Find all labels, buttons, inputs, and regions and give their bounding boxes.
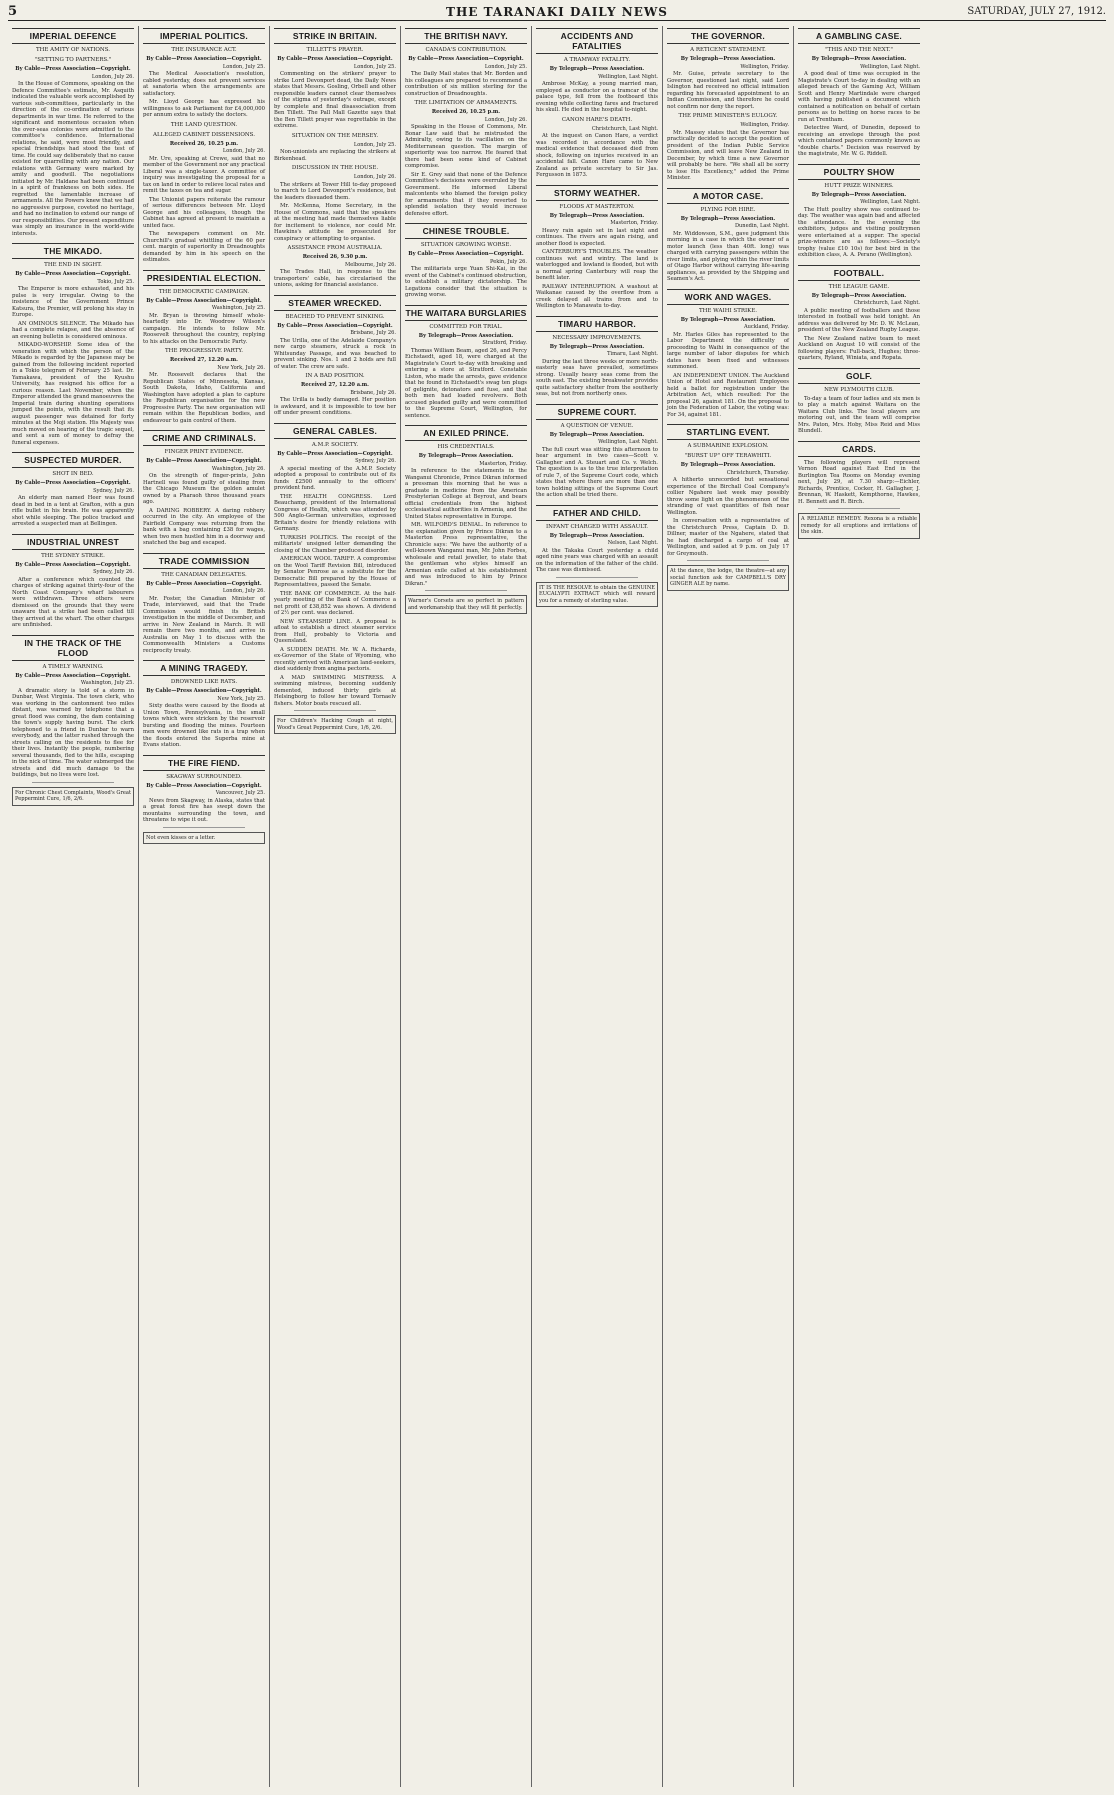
section-subheading: COMMITTED FOR TRIAL. (429, 323, 503, 330)
byline: By Telegraph—Press Association. (680, 215, 776, 222)
section-heading: STRIKE IN BRITAIN. (274, 28, 396, 44)
article-paragraph: THE BANK OF COMMERCE. At the half-yearly meeting of the Bank of Commerce a net profit of £38,852 was shown. A dividend of 2½ per cent. was declared. (274, 590, 396, 616)
section-heading: TRADE COMMISSION (143, 553, 265, 569)
divider (818, 508, 900, 509)
section-subheading: HIS CREDENTIALS. (437, 444, 495, 450)
article-paragraph: The Hutt poultry show was continued to-day. The weather was again bad and affected the attendance. In the evening the exhibitors, judges and visiting poultrymen were entertained at a supper. The special prize-winners are as follows:—Society's trophy (value £10 10s) for best bird in the exhibition class, A. A. Perano (Wellington). (798, 206, 920, 258)
article-paragraph: On the strength of finger-prints, John Hartnell was found guilty of stealing from the Chicago Museum the golden amulet owned by a Pharaoh three thousand years ago. (143, 473, 265, 505)
section-subheading: THE DEMOCRATIC CAMPAIGN. (158, 288, 250, 295)
article-paragraph: The strikers at Tower Hill to-day proposed to march to Lord Devonport's residence, but the leaders dissuaded them. (274, 181, 396, 201)
article-paragraph: A MAD SWIMMING MISTRESS. A swimming mistress, becoming suddenly demented, induced thirty girls at Helsingborg to follow her toward Tornaelv fishers. Motor boats rescued all. (274, 674, 396, 707)
byline: By Cable—Press Association—Copyright. (277, 322, 393, 329)
section-subheading: A RETICENT STATEMENT. (690, 47, 766, 53)
dateline: Timaru, Last Night. (607, 351, 658, 357)
article-paragraph: MIKADO-WORSHIP. Some idea of the veneration with which the person of the Mikado is regarded by the Japanese may be gained from the following incident reported in a Tokio telegram of February 25 last. Dr. Yamakawa, president of the Kyushu University, has resigned his office for a curious reason. Last November, when the Emperor attended the grand manoeuvres the Imperial train during shunting operations jumped the points, with the result that its august passenger was detained for forty minutes at the Moji station. His Majesty was much moved on hearing of the tragic sequel, and sent a sum of money to defray the funeral expenses. (12, 342, 134, 446)
section-subheading: THE SYDNEY STRIKE. (41, 552, 105, 559)
article-paragraph: AN INDEPENDENT UNION. The Auckland Union of Hotel and Restaurant Employees held a ballot for registration under the Arbitration Act, which resulted: For the proposal 26, against 181. On the proposal to join the Federation of Labor, the voting was: For 34, against 181. (667, 372, 789, 418)
newspaper-columns (8, 26, 1106, 1787)
byline: By Telegraph—Press Association. (549, 532, 645, 539)
section-heading: SUPREME COURT. (536, 404, 658, 420)
dateline: London, July 26. (353, 174, 396, 180)
section-subheading: A TRAMWAY FATALITY. (563, 57, 631, 63)
byline: By Telegraph—Press Association. (549, 343, 645, 350)
article-paragraph: News from Skagway, in Alaska, states that a great forest fire has swept down the mountains surrounding the town, and threatens to wipe it out. (143, 797, 265, 823)
article-paragraph: Sixty deaths were caused by the floods at Union Town, Pennsylvania, in the small towns which were stricken by the reservoir bursting and flooding the mines. Fourteen men were drowned like rats in a trap when the floods entered the Superba mine at Evans station. (143, 703, 265, 748)
dateline: Auckland, Friday. (743, 324, 789, 330)
article-paragraph: Detective Ward, of Dunedin, deposed to receiving an envelope through the post which contained papers commonly known as "double charts." Decision was reserved by the magistrate, Mr. W. G. Riddell. (798, 125, 920, 157)
byline: Received 27, 12.20 a.m. (301, 382, 369, 388)
article-paragraph: A public meeting of footballers and those interested in football was held tonight. An address was delivered by Mr. D. W. McLean, president of the New Zealand Rugby League. (798, 307, 920, 333)
article-paragraph: The Daily Mail states that Mr. Borden and his colleagues are prepared to recommend a contribution of six million sterling for the construction of Dreadnoughts. (405, 71, 527, 97)
article-paragraph: A dramatic story is told of a storm in Dunbar, West Virginia. The town clerk, who was working in the cantonment two miles distant, was warned by telephone that a great flood was coming, the dam containing the town's supply having burst. The clerk telephoned to a friend in Dunbar to warn everybody, and the latter rushed through the streets calling on the residents to flee for their lives. Instantly the people, numbering several thousands, fled to the hills, escaping in the nick of time. The water submerged the streets and did much damage to the buildings, but no lives were lost. (12, 687, 134, 778)
section-subheading: BEACHED TO PREVENT SINKING. (285, 313, 385, 320)
byline: By Cable—Press Association—Copyright. (15, 271, 131, 277)
section-subheading: DISCUSSION IN THE HOUSE. (291, 165, 379, 171)
dateline: Pekin, July 26. (490, 258, 527, 265)
section-subheading: DROWNED LIKE RATS. (170, 679, 238, 685)
column-6 (663, 26, 794, 1787)
dateline: Masterton, Friday. (610, 220, 658, 226)
article-paragraph: NEW STEAMSHIP LINE. A proposal is afloat to establish a direct steamer service from Hull, probably to Victoria and Queensland. (274, 618, 396, 644)
dateline: Tokio, July 25. (97, 278, 134, 285)
byline: By Cable—Press Association—Copyright. (146, 458, 262, 464)
byline: Received 27, 12.20 a.m. (170, 357, 238, 363)
article-paragraph: In the House of Commons, speaking on the Defence Committee's estimate, Mr. Asquith indicated the valuable work accomplished by various sub-committees, particularly in the direction of the co-ordination of various departments in war time. He referred to the significant and momentous occasion when the over-seas colonies were admitted to the committee's confidence. International relations, he said, were most friendly, and special friendships had stood the test of time. He could say deliberately that no cause existed for quarrelling with any nation. Our relations with Germany were marked by amity and goodwill. The negotiations initiated by Mr. Haldane had been continued in a spirit of frankness on both sides. He regretted the lamentable increase of armaments. All the Powers knew that we had no aggressive purpose, coveted no heritage, and had no inclination to extend our range of our responsibilities. Our present expenditure was simply an insurance in the world-wide interests. (12, 81, 134, 237)
divider (425, 590, 507, 591)
dateline: Washington, July 25. (211, 305, 265, 311)
dateline: London, July 25. (222, 63, 265, 70)
byline: By Cable—Press Association—Copyright. (146, 688, 262, 694)
section-subheading: HUTT PRIZE WINNERS. (824, 182, 894, 189)
dateline: London, July 25. (353, 141, 396, 148)
byline: By Telegraph—Press Association. (549, 431, 645, 438)
section-heading: FATHER AND CHILD. (536, 505, 658, 521)
dateline: Brisbane, July 26. (350, 389, 396, 396)
article-paragraph: MR. WILFORD'S DENIAL. In reference to the explanation given by Prince Dikran to a Masterton Press representative, the Chronicle says: "We have the authority of a well-known Wanganui man, Mr. John Forbes, wholesale and retail jeweller, to state that the gentleman who styles himself an Armenian exile called at his establishment and was introduced to him by Prince Dikran." (405, 522, 527, 587)
section-heading: FOOTBALL. (798, 265, 920, 281)
dateline: Washington, July 25. (80, 680, 134, 686)
byline: By Telegraph—Press Association. (418, 332, 514, 339)
dateline: Nelson, Last Night. (607, 540, 658, 546)
byline: By Telegraph—Press Association. (680, 56, 776, 62)
article-paragraph: The Trades Hall, in response to the transporters' cable, has circularised the unions, asking for financial assistance. (274, 269, 396, 288)
column-2 (139, 26, 270, 1787)
section-heading: GENERAL CABLES. (274, 423, 396, 439)
article-paragraph: Mr. McKenna, Home Secretary, in the House of Commons, said that the speakers at the meeting had made themselves liable for incitement to violence, nor could Mr. Hawkins's attitude be prosecuted for conspiracy or attempting to organise. (274, 203, 396, 242)
article-paragraph: THE HEALTH CONGRESS. Lord Beauchamp, president of the International Congress of Health, which was attended by 500 Anglo-German universities, expressed Britain's desire for friendly relations with Germany. (274, 493, 396, 532)
section-subheading: SITUATION GROWING WORSE. (420, 242, 512, 248)
section-heading: THE MIKADO. (12, 243, 134, 259)
article-paragraph: A good deal of time was occupied in the Magistrate's Court to-day in dealing with an alleged breach of the Gaming Act, William Scott and Henry Martindale were charged with having published a document which contained a notification on behalf of certain persons as to betting on horse races to be run at Trentham. (798, 71, 920, 123)
article-paragraph: A special meeting of the A.M.P. Society adopted a proposal to contribute out of its funds £2500 annually to the officers' provident fund. (274, 465, 396, 491)
dateline: London, July 26. (222, 588, 265, 594)
byline: By Cable—Press Association—Copyright. (146, 782, 262, 789)
byline: By Cable—Press Association—Copyright. (277, 56, 393, 62)
article-paragraph: A hitherto unrecorded but sensational experience of the Birchall Coal Company's collier Ngahere last week may possibly throw some light on the phenomenon of the stranding of vast quantities of fish near Wellington. (667, 477, 789, 516)
dateline: Sydney, July 26. (93, 569, 134, 575)
dateline: Stratford, Friday. (482, 340, 527, 346)
byline: By Cable—Press Association—Copyright. (15, 561, 131, 568)
newspaper-title: THE TARANAKI DAILY NEWS (446, 5, 668, 19)
byline: By Telegraph—Press Association. (549, 212, 645, 219)
article-paragraph: The Emperor is more exhausted, and his pulse is very irregular. Owing to the insistence of the Government Prince Katsura, the Premier, will prolong his stay in Europe. (12, 286, 134, 318)
article-paragraph: The New Zealand native team to meet Auckland on August 10 will consist of the following players: Full-back, Hughes; three-quarters, Ryland, Winiata, and Ropata. (798, 335, 920, 361)
dateline: Sydney, July 26. (93, 487, 134, 494)
article-paragraph: The newspapers comment on Mr. Churchill's gradual whittling of the 60 per cent. margin of superiority in Dreadnoughts demanded by him in his speech on the estimates. (143, 231, 265, 263)
page-number: 5 (8, 4, 18, 19)
article-paragraph: Mr. Harles Giles has represented to the Labor Department the difficulty of proceeding to Waihi in consequence of the large number of labor disputes for which dates have been fixed and witnesses summoned. (667, 331, 789, 370)
byline: By Cable—Press Association—Copyright. (15, 66, 131, 72)
article-paragraph: A DARING ROBBERY. A daring robbery occurred in the city. An employee of the Fairfield Company was returning from the bank with a bag containing £38 for wages, when two men hustled him in a doorway and snatched the bag and escaped. (143, 507, 265, 546)
section-subheading: A SUBMARINE EXPLOSION. (687, 443, 769, 449)
byline: By Cable—Press Association—Copyright. (408, 56, 524, 62)
section-subheading: THE PRIME MINISTER'S EULOGY. (678, 113, 778, 119)
article-paragraph: An elderly man named Heer was found dead in bed in a tent at Grafton, with a gun rifle bullet in his brain. He was apparently shot while sleeping. The police tracked and arrested a suspected man at Bellingen. (12, 495, 134, 527)
article-paragraph: Speaking in the House of Commons, Mr. Bonar Law said that he mistrusted the Admiralty, owing to its vacillation on the Mediterranean question. The margin of superiority was too narrow. He feared that there had been some kind of Cabinet compromise. (405, 124, 527, 169)
section-heading: A MINING TRAGEDY. (143, 660, 265, 676)
section-subheading: THE LIMITATION OF ARMAMENTS. (414, 100, 518, 106)
dateline: New York, July 25. (217, 695, 265, 702)
byline: Received 26, 10.25 p.m. (431, 109, 501, 115)
section-heading: IMPERIAL POLITICS. (143, 28, 265, 44)
article-paragraph: A SUDDEN DEATH. Mr. W. A. Richards, ex-Governor of the State of Wyoming, who recently arrived with American land-seekers, died suddenly from angina pectoris. (274, 646, 396, 672)
section-subheading: THE INSURANCE ACT. (171, 47, 237, 53)
article-paragraph: To-day a team of four ladies and six men is to play a match against Waitara on the Waitara Club links. The local players are motoring out, and the team will comprise Mrs. Paton, Mrs. Hoby, Miss Reid and Miss Blundell. (798, 395, 920, 434)
section-subheading: A.M.P. SOCIETY. (311, 441, 359, 448)
article-paragraph: Ambrose McKay, a young married man, employed as conductor on a tramcar of the palace type, fell from the footboard this evening while collecting fares and fractured his skull. He died in the hospital to-night. (536, 81, 658, 113)
article-paragraph: The Medical Association's resolution, cabled yesterday, does not prevent services at sanatoria when the arrangements are satisfactory. (143, 71, 265, 97)
article-paragraph: Mr. Roosevelt declares that the Republican States of Minnesota, Kansas, South Dakota, Idaho, California and Washington have adopted a plan to capture the Republican organisation for the new Progressive Party. The new organisation will remain within the Republican bodies, and endeavour to gain control of them. (143, 372, 265, 424)
column-3 (270, 26, 401, 1787)
article-paragraph: CANTERBURY'S TROUBLES. The weather continues wet and wintry. The land is waterlogged and lowland is flooded, but with a normal spring Canterbury will reap the benefit later. (536, 249, 658, 281)
advertisement: IT IS THE RESOLVE to obtain the GENUINE EUCALYPTI EXTRACT which will reward you for a remedy of sterling value. (536, 582, 658, 608)
article-paragraph: In reference to the statements in the Wanganui Chronicle, Prince Dikran informed a pressman this morning that he was a graduate in medicine from the American Presbyterian College at Beyrout, and bears official credentials from the highest ecclesiastical authorities in Armenia, and the United States representative in Europe. (405, 468, 527, 520)
section-subheading: FINGER PRINT EVIDENCE. (164, 449, 244, 455)
section-subheading: THE PROGRESSIVE PARTY. (164, 348, 244, 354)
section-heading: THE BRITISH NAVY. (405, 28, 527, 44)
issue-date: SATURDAY, JULY 27, 1912. (967, 6, 1106, 17)
byline: Received 26, 9.30 p.m. (302, 254, 368, 260)
dateline: Wellington, Friday. (740, 63, 789, 70)
article-paragraph: AN OMINOUS SILENCE. The Mikado has had a complete relapse, and the absence of an evening bulletin is considered ominous. (12, 320, 134, 340)
section-heading: GOLF. (798, 368, 920, 384)
advertisement: For Chronic Chest Complaints, Wood's Great Peppermint Cure, 1/6, 2/6. (12, 787, 134, 806)
article-paragraph: Mr. Widdowson, S.M., gave judgment this morning in a case in which the owner of a motor launch (less than 40ft. long) was charged with carrying passengers within the river limits, and plying within the river limits of Otago Harbor without carrying life-saving appliances, as provided by the Shipping and Seamen's Act. (667, 230, 789, 282)
section-heading: WORK AND WAGES. (667, 289, 789, 305)
dateline: Wellington, Last Night. (860, 63, 920, 70)
section-heading: STARTLING EVENT. (667, 424, 789, 440)
section-subheading: THE WAIHI STRIKE. (698, 307, 758, 314)
byline: By Telegraph—Press Association. (680, 462, 776, 468)
section-subheading: THE AMITY OF NATIONS. (35, 47, 111, 53)
section-heading: STORMY WEATHER. (536, 185, 658, 201)
section-subheading: SITUATION ON THE MERSEY. (291, 132, 379, 139)
masthead (8, 4, 1106, 21)
divider (687, 560, 769, 561)
dateline: Christchurch, Last Night. (853, 300, 920, 306)
article-paragraph: Mr. Foster, the Canadian Minister of Trade, interviewed, said that the Trade Commission would finish its British investigation in the middle of December, and arrive in New Zealand in March. It will remain there two months, and arrive in Australia on May 1 to discuss with the Commonwealth Ministers a Customs reciprocity treaty. (143, 595, 265, 654)
article-paragraph: Sir E. Grey said that none of the Defence Committee's decisions were overruled by the Government. He informed Liberal malcontents who blamed the foreign policy for armaments that if they reverted to splendid isolation they would increase defensive effort. (405, 171, 527, 217)
byline: By Telegraph—Press Association. (680, 316, 776, 323)
article-paragraph: The militarists urge Yuan Shi-Kai, in the event of the Cabinet's continued obstruction, to establish a military dictatorship. The Legations consider that the situation is growing worse. (405, 266, 527, 298)
column-7 (794, 26, 924, 1787)
section-heading: POULTRY SHOW (798, 164, 920, 180)
section-subheading: ALLEGED CABINET DISSENSIONS. (153, 131, 255, 138)
section-subheading: INFANT CHARGED WITH ASSAULT. (545, 523, 649, 530)
advertisement: Not even kisses or a letter. (143, 832, 265, 845)
section-heading: AN EXILED PRINCE. (405, 425, 527, 441)
section-subheading: ASSISTANCE FROM AUSTRALIA. (287, 245, 383, 251)
article-paragraph: Heavy rain again set in last night and continues. The rivers are again rising, and another flood is expected. (536, 227, 658, 247)
dateline: London, July 25. (353, 63, 396, 70)
section-heading: IMPERIAL DEFENCE (12, 28, 134, 44)
section-subheading: PLYING FOR HIRE. (700, 206, 756, 213)
column-1 (8, 26, 139, 1787)
section-heading: CARDS. (798, 441, 920, 457)
section-heading: THE WAITARA BURGLARIES (405, 305, 527, 321)
article-paragraph: Mr. Bryan is throwing himself whole-heartedly into Dr. Woodrow Wilson's campaign. He intends to follow Mr. Roosevelt throughout the country, replying to his attacks on the Democratic Party. (143, 312, 265, 345)
divider (294, 710, 376, 711)
section-subheading: CANADA'S CONTRIBUTION. (425, 47, 507, 53)
article-paragraph: Commenting on the strikers' prayer to strike Lord Devonport dead, the Daily News states that Messrs. Gosling, Orbell and other responsible leaders cannot clear themselves of the stigma of yesterday's outrage, except by complete and final disassociation from Ben Tillett. The Pall Mall Gazette says that the Ben Tillett prayer was regrettable in the extreme. (274, 71, 396, 129)
byline: By Telegraph—Press Association. (811, 56, 907, 62)
section-heading: CRIME AND CRIMINALS. (143, 430, 265, 446)
column-5 (532, 26, 663, 1787)
article-paragraph: The Urilla is badly damaged. Her position is awkward, and it is impossible to tow her off under present conditions. (274, 397, 396, 416)
article-paragraph: After a conference which counted the charges of striking against thirty-four of the North Coast Company's wharf labourers were withdrawn. Three others were dismissed on the grounds that they were unaware that a strike had been called till they arrived at the wharf. The other charges are unfinished. (12, 576, 134, 628)
advertisement: At the dance, the lodge, the theatre—at any social function ask for CAMPBELL'S DRY GINGER ALE by name. (667, 565, 789, 591)
byline: Received 26, 10.25 p.m. (169, 140, 239, 147)
article-paragraph: AMERICAN WOOL TARIFF. A compromise on the Wool Tariff Revision Bill, introduced by Senator Penrose as a substitute for the Democratic Bill prepared by the House of Representatives, passed the Senate. (274, 556, 396, 588)
dateline: Wellington, Last Night. (598, 439, 658, 445)
byline: By Telegraph—Press Association. (418, 453, 514, 459)
advertisement: Warner's Corsets are so perfect in pattern and workmanship that they will fit perfectly. (405, 595, 527, 614)
byline: By Cable—Press Association—Copyright. (277, 450, 393, 457)
section-heading: STEAMER WRECKED. (274, 295, 396, 311)
dateline: London, July 26. (484, 116, 527, 123)
section-heading: A MOTOR CASE. (667, 188, 789, 204)
byline: By Cable—Press Association—Copyright. (146, 580, 262, 587)
section-heading: TIMARU HARBOR. (536, 316, 658, 332)
section-subheading: A QUESTION OF VENUE. (560, 422, 634, 429)
article-paragraph: During the last three weeks or more north-easterly seas have prevailed, sometimes strong. Usually heavy seas come from the south east. The existing breakwater provides quite satisfactory shelter from the southerly seas, but not from northerly ones. (536, 358, 658, 397)
section-heading: THE GOVERNOR. (667, 28, 789, 44)
section-heading: SUSPECTED MURDER. (12, 452, 134, 468)
advertisement: A RELIABLE REMEDY. Rexona is a reliable remedy for all eruptions and irritations of the skin. (798, 513, 920, 539)
section-subheading: THE END IN SIGHT. (44, 262, 102, 268)
section-subheading: THE CANADIAN DELEGATES. (161, 571, 247, 578)
dateline: Wellington, Friday. (740, 122, 789, 128)
section-heading: THE FIRE FIEND. (143, 755, 265, 771)
section-heading: A GAMBLING CASE. (798, 28, 920, 44)
section-subheading: SKAGWAY SURROUNDED. (166, 773, 242, 780)
dateline: New York, July 26. (217, 364, 265, 371)
dateline: Sydney, July 26. (355, 458, 396, 464)
section-subheading: IN A BAD POSITION. (305, 373, 365, 379)
section-heading: ACCIDENTS AND FATALITIES (536, 28, 658, 54)
article-paragraph: At the Takaka Court yesterday a child aged nine years was charged with an assault on the information of the father of the child. The case was dismissed. (536, 547, 658, 573)
section-subheading: CANON HARE'S DEATH. (561, 116, 633, 123)
dateline: Melbourne, July 26. (345, 261, 396, 268)
dateline: Vancouver, July 25. (215, 790, 265, 796)
section-subheading: THE LEAGUE GAME. (828, 283, 890, 290)
article-paragraph: At the inquest on Canon Hare, a verdict was recorded in accordance with the medical evidence that deceased died from shock, following on injuries received in an accidental fall. Canon Hare came to New Zealand as private secretary to Sir Jas. Fergusson in 1873. (536, 133, 658, 178)
article-paragraph: Mr. Massey states that the Governor has practically decided to accept the position of president of the Indian Public Service Commission, and will leave New Zealand in December, by which time a new Governor will probably be here. "We shall all be sorry to lose His Excellency," added the Prime Minister. (667, 129, 789, 181)
section-heading: CHINESE TROUBLE. (405, 223, 527, 239)
byline: By Telegraph—Press Association. (549, 66, 645, 72)
article-paragraph: The Unionist papers reiterate the rumour of serious differences between Mr. Lloyd George and his colleagues, though the Cabinet has agreed at present to maintain a united face. (143, 196, 265, 229)
column-4 (401, 26, 532, 1787)
section-heading: PRESIDENTIAL ELECTION. (143, 270, 265, 286)
dateline: Brisbane, July 26. (350, 330, 396, 336)
article-paragraph: Thomas William Beam, aged 26, and Percy Eichstaedt, aged 18, were charged at the Magistrate's Court to-day with breaking and entering a store at Stratford. Constable Liston, who made the arrests, gave evidence that he found in Eichstaedt's swag ten plugs of gelignite, detonators and fuse, and that both men had loaded revolvers. Both accused pleaded guilty and were committed to the Supreme Court, Wellington, for sentence. (405, 347, 527, 419)
section-subheading: A TIMELY WARNING. (42, 663, 104, 670)
article-paragraph: The full court was sitting this afternoon to hear argument in two cases—Scott v. Gallagher and A. Steuart and Co. v. Welch. The question is as to the true interpretation of rule 7, of the Supreme Court code, which states that where there are more than one town holding sittings of the Supreme Court the action shall be tried there. (536, 446, 658, 498)
article-paragraph: Mr. Ure, speaking at Crewe, said that no member of the Government nor any practical Liberal was a single-taxer. A committee of inquiry was investigating the proposal for a tax on land in order to relieve local rates and remit the taxes on tea and sugar. (143, 155, 265, 194)
dateline: Wellington, Last Night. (598, 73, 658, 80)
section-subheading: "THIS AND THE NEXT." (825, 47, 893, 53)
advertisement: For Children's Hacking Cough at night, Wood's Great Peppermint Cure, 1/6, 2/6. (274, 715, 396, 734)
section-subheading: TILLETT'S PRAYER. (306, 47, 364, 53)
byline: By Cable—Press Association—Copyright. (15, 480, 131, 486)
dateline: London, July 25. (484, 63, 527, 70)
dateline: London, July 26. (222, 148, 265, 154)
dateline: Dunedin, Last Night. (734, 223, 789, 229)
article-paragraph: Mr. Lloyd George has expressed his willingness to ask Parliament for £4,000,000 per annum extra to satisfy the doctors. (143, 99, 265, 118)
article-paragraph: The following players will represent Vernon Road against East End in the Burlington Tea Rooms on Monday evening next, July 29, at 7.30 sharp:—Eichler, Richards, Prentice, Cocker, H. Gallagher, J. Brennan, W. Haskett, Kempthorne, Hawkes, H. Bennett and R. Birch. (798, 459, 920, 505)
dateline: London, July 26. (91, 73, 134, 80)
byline: By Telegraph—Press Association. (811, 292, 907, 299)
article-paragraph: Mr. Guise, private secretary to the Governor, questioned last night, said Lord Islington had received no official intimation regarding his forecasted appointment to an Indian Commission, and therefore he could not confirm nor deny the report. (667, 71, 789, 110)
section-subheading: "SETTING TO PARTNERS." (34, 57, 112, 63)
article-paragraph: TURKISH POLITICS. The receipt of the militarists' unsigned letter demanding the closing of the Chamber produced disorder. (274, 534, 396, 554)
dateline: Christchurch, Thursday. (726, 469, 789, 476)
section-subheading: "BURST UP" OFF TERAWHITI. (684, 453, 772, 459)
section-subheading: NEW PLYMOUTH CLUB. (824, 386, 894, 393)
article-paragraph: Non-unionists are replacing the strikers at Birkenhead. (274, 149, 396, 162)
byline: By Cable—Press Association—Copyright. (146, 56, 262, 62)
byline: By Cable—Press Association—Copyright. (146, 297, 262, 304)
article-paragraph: RAILWAY INTERRUPTION. A washout at Waikanae caused by the overflow from a creek delayed all trains from and to Wellington to Manawatu to-day. (536, 283, 658, 309)
divider (32, 782, 114, 783)
divider (163, 827, 245, 828)
section-heading: IN THE TRACK OF THE FLOOD (12, 635, 134, 661)
section-subheading: SHOT IN BED. (52, 471, 94, 477)
dateline: Wellington, Last Night. (860, 199, 920, 205)
byline: By Cable—Press Association—Copyright. (15, 672, 131, 679)
article-paragraph: In conversation with a representative of the Christchurch Press, Captain D. D. Dillner, master of the Ngahere, stated that he had discharged a cargo of coal at Wellington, and sailed at 9 p.m. on July 17 for Greymouth. (667, 518, 789, 557)
section-subheading: NECESSARY IMPROVEMENTS. (552, 334, 642, 341)
byline: By Telegraph—Press Association. (811, 191, 907, 198)
dateline: Washington, July 26. (211, 465, 265, 472)
section-subheading: FLOODS AT MASTERTON. (559, 203, 635, 210)
dateline: Masterton, Friday. (479, 460, 527, 467)
dateline: Christchurch, Last Night. (591, 125, 658, 132)
section-subheading: THE LAND QUESTION. (170, 121, 238, 128)
byline: By Cable—Press Association—Copyright. (408, 251, 524, 257)
section-heading: INDUSTRIAL UNREST (12, 534, 134, 550)
article-paragraph: The Urilla, one of the Adelaide Company's new cargo steamers, struck a rock in Whitsunday Passage, and was beached to prevent sinking. Nos. 1 and 2 holds are full of water. The crew are safe. (274, 337, 396, 370)
divider (556, 577, 638, 578)
